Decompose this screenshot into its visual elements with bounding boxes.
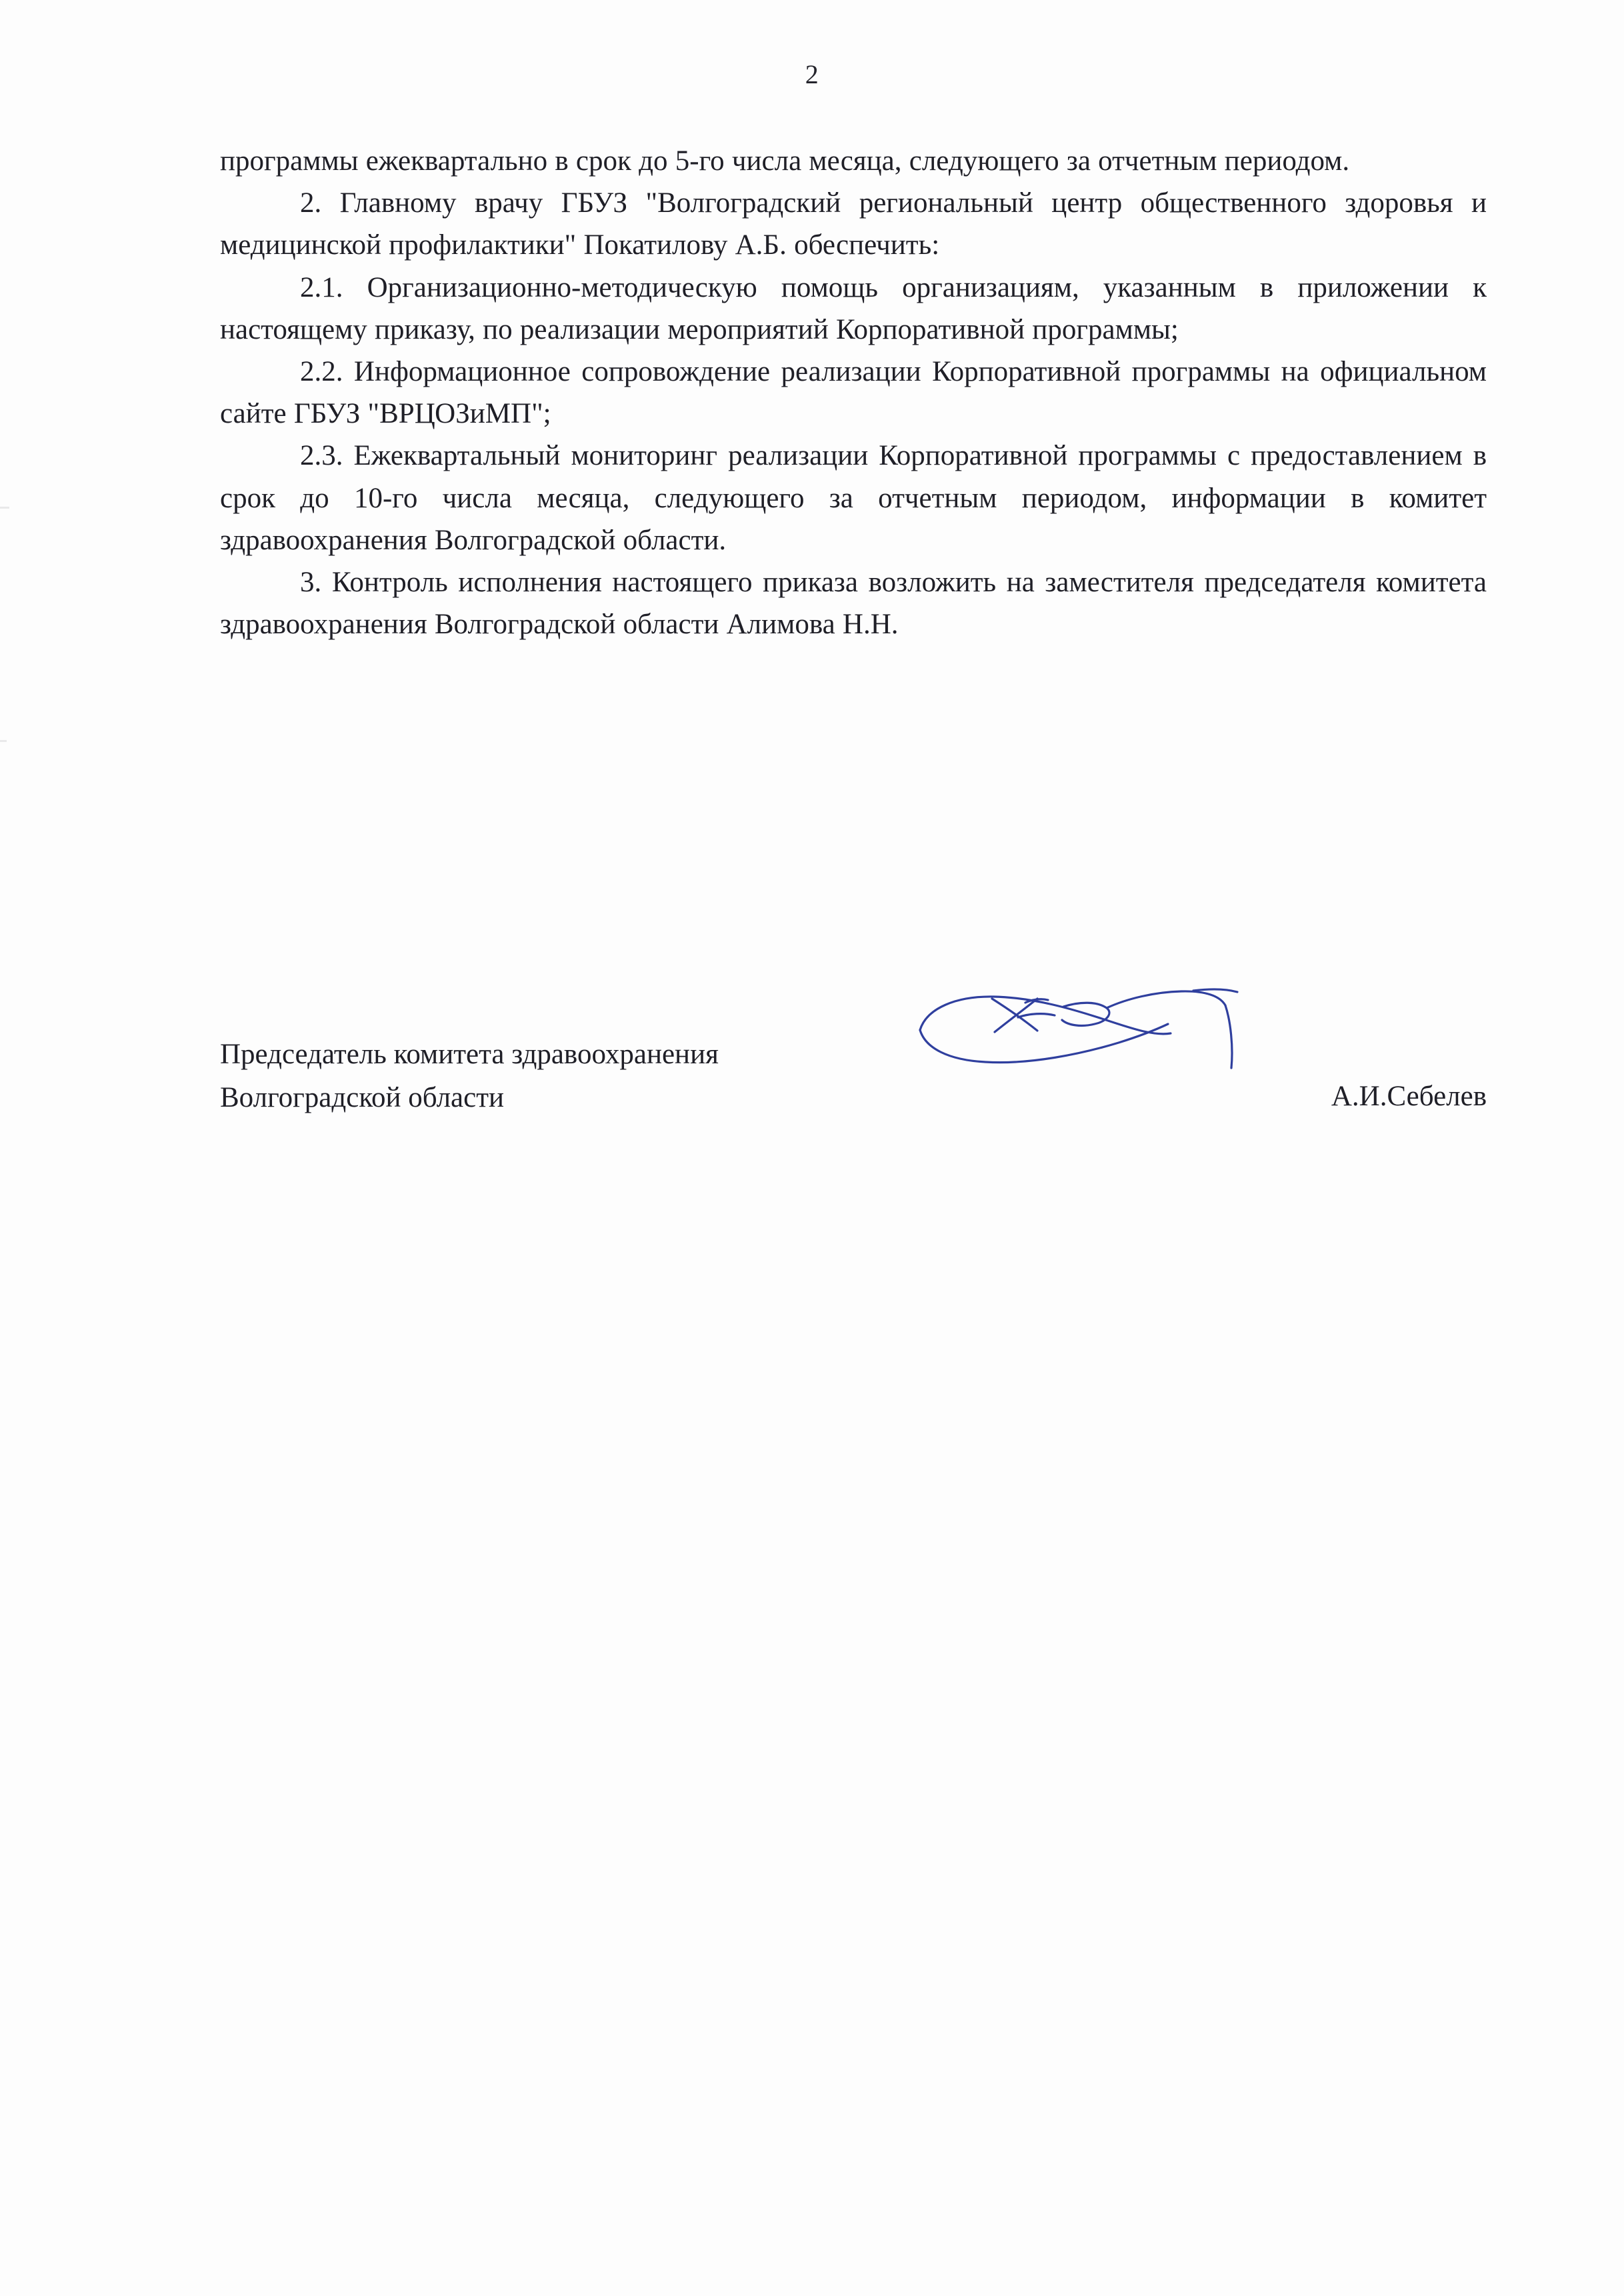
- signer-position-line-1: Председатель комитета здравоохранения: [220, 1039, 719, 1070]
- signature-block: [220, 1013, 1487, 1147]
- page-number: 2: [805, 59, 819, 89]
- signer-position: [220, 1033, 953, 1119]
- document-body: [220, 140, 1487, 645]
- paragraph-continued: программы ежеквартально в срок до 5-го числа месяца, следующего за отчетным периодом.: [220, 145, 1350, 177]
- signer-name: А.И.Себелев: [1331, 1081, 1487, 1112]
- signer-position-line-2: Волгоградской области: [220, 1081, 505, 1113]
- paragraph-item-2-2: 2.2. Информационное сопровождение реализации Корпоративной программы на официальном сайте ГБУЗ "ВРЦОЗиМП";: [220, 356, 1487, 430]
- paragraph-item-2-1: 2.1. Организационно-методическую помощь организациям, указанным в приложении к настоящему приказу, по реализации мероприятий Корпоративной программы;: [220, 271, 1487, 345]
- handwritten-signature-icon: [907, 967, 1307, 1113]
- paragraph-item-3: 3. Контроль исполнения настоящего приказа возложить на заместителя председателя комитета здравоохранения Волгоградской области Алимова Н.Н.: [220, 567, 1487, 641]
- scan-edge-mark: [0, 740, 7, 742]
- paragraph-item-2: 2. Главному врачу ГБУЗ "Волгоградский региональный центр общественного здоровья и медицинской профилактики" Покатилову А.Б. обеспечить:: [220, 187, 1487, 261]
- paragraph-item-2-3: 2.3. Ежеквартальный мониторинг реализации Корпоративной программы с предоставлением в срок до 10-го числа месяца, следующего за отчетным периодом, информации в комитет здравоохранения Волгоградской области.: [220, 440, 1487, 556]
- scan-edge-mark: [0, 507, 9, 509]
